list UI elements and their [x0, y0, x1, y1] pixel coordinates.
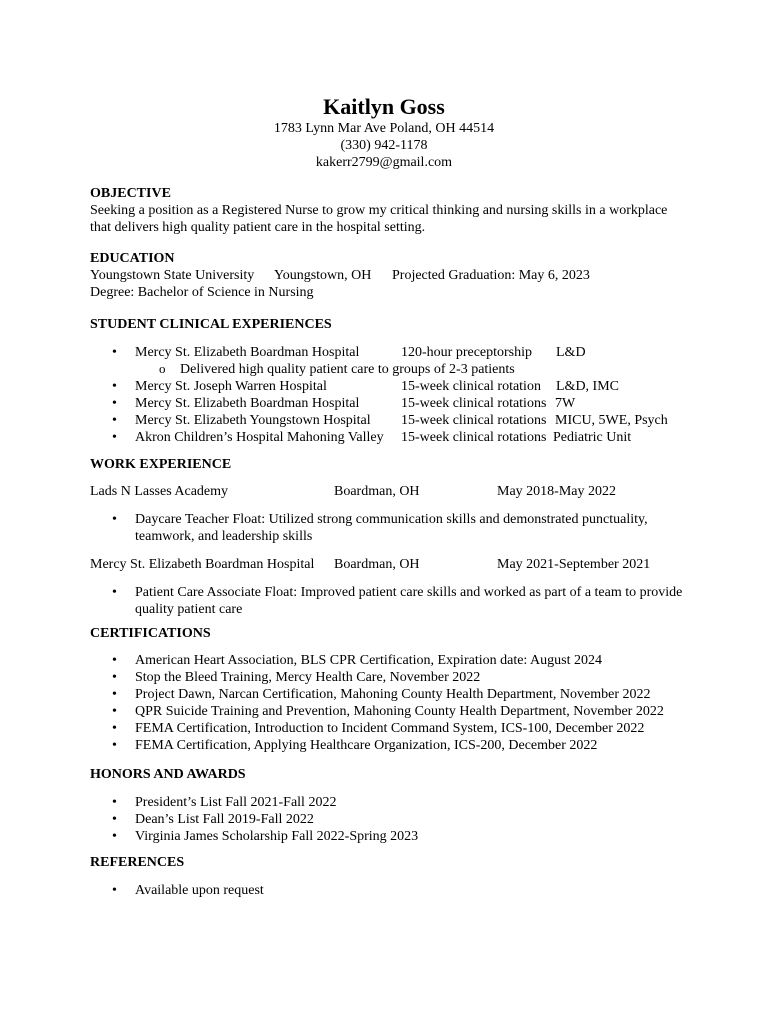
employer: Lads N Lasses Academy [90, 484, 229, 499]
employer: Mercy St. Elizabeth Boardman Hospital [90, 557, 315, 572]
clinical-type: 15-week clinical rotations [401, 430, 547, 445]
list-item [90, 584, 690, 618]
clinical-unit: MICU, 5WE, Psych [555, 413, 668, 428]
list-item: • Virginia James Scholarship Fall 2022-Spring 2023 [90, 828, 690, 845]
clinical-type: 15-week clinical rotation [401, 379, 541, 394]
list-item [90, 395, 690, 412]
job-description: teamwork, and leadership skills [135, 529, 313, 544]
list-item: • FEMA Certification, Applying Healthcare Organization, ICS-200, December 2022 [90, 737, 690, 754]
honors-section [90, 766, 690, 845]
list-item: • Project Dawn, Narcan Certification, Mahoning County Health Department, November 2022 [90, 686, 690, 703]
graduation-date: Projected Graduation: May 6, 2023 [392, 268, 590, 283]
references-section [90, 854, 690, 899]
list-sub-item: o Delivered high quality patient care to groups of 2-3 patients [90, 361, 690, 378]
honors-heading: HONORS AND AWARDS [90, 767, 246, 782]
email: kakerr2799@gmail.com [315, 155, 453, 170]
list-item [90, 344, 690, 361]
clinical-site: • Mercy St. Joseph Warren Hospital [135, 379, 327, 394]
clinical-unit: Pediatric Unit [553, 430, 632, 445]
address: 1783 Lynn Mar Ave Poland, OH 44514 [273, 121, 495, 136]
school-location: Youngstown, OH [274, 268, 372, 283]
list-item: • QPR Suicide Training and Prevention, Mahoning County Health Department, November 2022 [90, 703, 690, 720]
list-item: • Available upon request [90, 882, 690, 899]
list-item [90, 511, 690, 545]
work-heading: WORK EXPERIENCE [90, 457, 232, 472]
job-description: • Patient Care Associate Float: Improved patient care skills and worked as part of a team to provide [135, 585, 683, 600]
list-item: • Stop the Bleed Training, Mercy Health Care, November 2022 [90, 669, 690, 686]
certifications-section [90, 625, 690, 754]
clinical-unit: L&D, IMC [556, 379, 619, 394]
honors-list [90, 794, 690, 845]
list-item [90, 429, 690, 446]
references-heading: REFERENCES [90, 855, 185, 870]
clinical-heading: STUDENT CLINICAL EXPERIENCES [90, 317, 332, 332]
list-item: • FEMA Certification, Introduction to Incident Command System, ICS-100, December 2022 [90, 720, 690, 737]
list-item [90, 378, 690, 395]
clinical-section [90, 316, 690, 446]
degree: Degree: Bachelor of Science in Nursing [90, 285, 314, 300]
job-description: quality patient care [135, 602, 243, 617]
list-item: • Dean’s List Fall 2019-Fall 2022 [90, 811, 690, 828]
certifications-list [90, 652, 690, 754]
job-details [90, 511, 690, 545]
education-row [90, 267, 690, 284]
list-item: • President’s List Fall 2021-Fall 2022 [90, 794, 690, 811]
clinical-type: 15-week clinical rotations [401, 413, 547, 428]
job-row [90, 556, 690, 573]
clinical-unit: 7W [555, 396, 576, 411]
clinical-site: • Mercy St. Elizabeth Youngstown Hospital [135, 413, 371, 428]
job-description: • Daycare Teacher Float: Utilized strong communication skills and demonstrated punctuality, [135, 512, 648, 527]
clinical-site: • Mercy St. Elizabeth Boardman Hospital [135, 396, 360, 411]
job-details [90, 584, 690, 618]
job-dates: May 2018-May 2022 [497, 484, 616, 499]
job-location: Boardman, OH [334, 557, 420, 572]
objective-line: Seeking a position as a Registered Nurse to grow my critical thinking and nursing skills in a workplace [90, 203, 668, 218]
clinical-list [90, 344, 690, 446]
objective-heading: OBJECTIVE [90, 186, 171, 201]
clinical-unit: L&D [556, 345, 586, 360]
objective-section [90, 185, 690, 236]
list-item [90, 412, 690, 429]
phone: (330) 942-1178 [340, 138, 428, 153]
references-list [90, 882, 690, 899]
school-name: Youngstown State University [90, 268, 255, 283]
clinical-type: 15-week clinical rotations [401, 396, 547, 411]
clinical-site: • Mercy St. Elizabeth Boardman Hospital [135, 345, 360, 360]
certifications-heading: CERTIFICATIONS [90, 626, 211, 641]
resume-header [0, 94, 768, 171]
clinical-site: • Akron Children’s Hospital Mahoning Valley [135, 430, 384, 445]
candidate-name: Kaitlyn Goss [323, 94, 445, 119]
list-item: • American Heart Association, BLS CPR Certification, Expiration date: August 2024 [90, 652, 690, 669]
clinical-type: 120-hour preceptorship [401, 345, 533, 360]
job-row [90, 483, 690, 500]
objective-line: that delivers high quality patient care in the hospital setting. [90, 220, 426, 235]
work-section [90, 456, 690, 618]
job-location: Boardman, OH [334, 484, 420, 499]
education-heading: EDUCATION [90, 251, 175, 266]
education-section [90, 250, 690, 301]
job-dates: May 2021-September 2021 [497, 557, 651, 572]
